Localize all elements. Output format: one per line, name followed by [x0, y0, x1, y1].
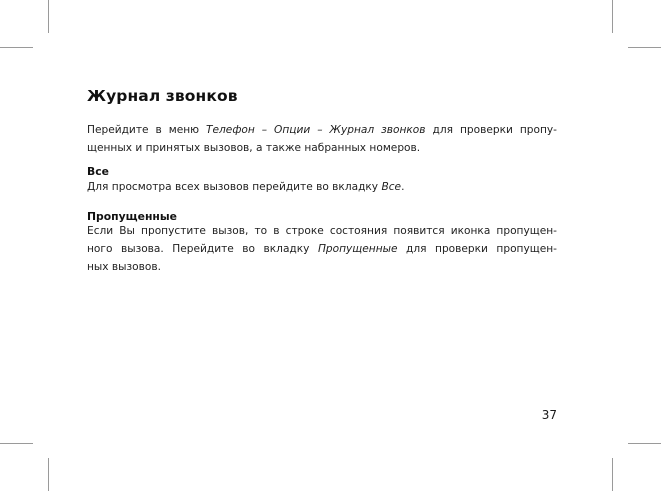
intro-paragraph	[87, 121, 557, 157]
section-missed-line-2	[87, 240, 557, 258]
crop-mark-bottom-right-horizontal	[628, 443, 661, 444]
section-all-period: .	[401, 181, 405, 193]
crop-mark-bottom-right-vertical	[612, 458, 613, 491]
crop-mark-top-right-horizontal	[628, 47, 661, 48]
section-all-paragraph	[87, 178, 557, 196]
crop-mark-bottom-left-horizontal	[0, 443, 33, 444]
crop-mark-top-left-vertical	[48, 0, 49, 33]
section-missed-text-start: ного вызова. Перейдите во вкладку	[87, 243, 318, 255]
section-missed-line-3: ных вызовов.	[87, 261, 161, 273]
section-all-text: Для просмотра всех вызовов перейдите во вкладку	[87, 181, 382, 193]
section-missed-line-1: Если Вы пропустите вызов, то в строке состояния появится иконка пропущен-	[87, 225, 557, 237]
section-all-heading: Все	[87, 165, 109, 178]
section-all-tab-name: Все	[381, 181, 402, 193]
intro-line-1	[87, 121, 557, 139]
crop-mark-bottom-left-vertical	[48, 458, 49, 491]
section-missed-paragraph	[87, 222, 557, 276]
intro-text-start: Перейдите в меню	[87, 124, 207, 136]
crop-mark-top-right-vertical	[612, 0, 613, 33]
intro-line-2: щенных и принятых вызовов, а также набранных номеров.	[87, 142, 421, 154]
intro-menu-path: Телефон – Опции – Журнал звонков	[206, 124, 426, 136]
section-all-line	[87, 178, 557, 196]
section-missed-text-end: для проверки пропущен-	[397, 243, 558, 255]
section-missed-heading: Пропущенные	[87, 210, 177, 223]
crop-mark-top-left-horizontal	[0, 47, 33, 48]
intro-text-end: для проверки пропу-	[425, 124, 557, 136]
page-number: 37	[541, 408, 557, 422]
section-missed-tab-name: Пропущенные	[317, 243, 398, 255]
page-title: Журнал звонков	[87, 87, 238, 105]
